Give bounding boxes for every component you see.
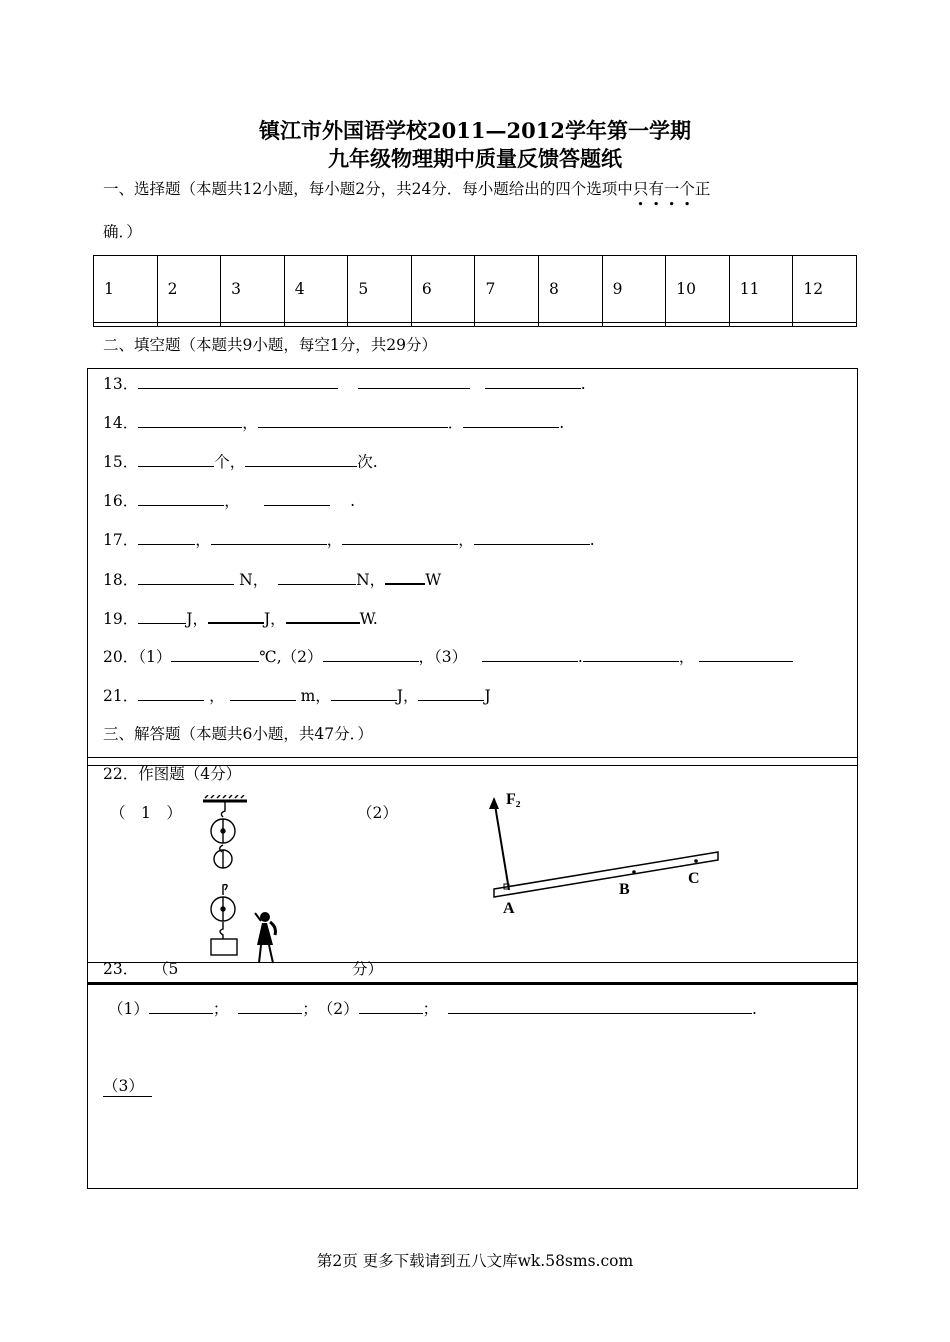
blank[interactable] <box>138 450 214 467</box>
separator: ， <box>326 531 343 549</box>
arrowhead <box>489 797 499 809</box>
table-header: 9 <box>602 256 666 323</box>
blank[interactable] <box>482 645 578 662</box>
force-label: F₂ <box>506 791 521 808</box>
unit: W. <box>359 610 378 628</box>
separator: ． <box>447 414 464 432</box>
answer-cell[interactable] <box>284 323 348 327</box>
separator: ， <box>242 414 258 432</box>
separator: ； （2） <box>302 1000 359 1018</box>
answer-row <box>94 323 857 327</box>
hook <box>223 885 227 895</box>
unit: m， <box>300 687 331 705</box>
question-number: 16． <box>103 492 139 510</box>
question-number: 18． <box>103 571 139 589</box>
q22-part2-label: （2） <box>357 804 398 822</box>
unit: J， <box>396 687 419 705</box>
lever-bar <box>494 852 718 897</box>
blank[interactable] <box>342 528 458 545</box>
table-header: 1 <box>94 256 158 323</box>
section1-instructions-cont: 确．） <box>103 223 142 241</box>
question-19 <box>103 606 378 629</box>
weight-box <box>211 939 237 955</box>
question-17 <box>103 528 595 550</box>
separator: ， <box>458 531 474 549</box>
unit: N， <box>356 571 386 589</box>
blank[interactable] <box>699 645 793 662</box>
page-subtitle: 九年级物理期中质量反馈答题纸 <box>328 146 622 171</box>
answer-cell[interactable] <box>94 323 158 327</box>
answer-cell[interactable] <box>411 323 475 327</box>
part-label: （1） <box>108 1000 149 1018</box>
blank[interactable] <box>258 411 448 428</box>
table-header: 6 <box>411 256 475 323</box>
blank[interactable] <box>238 997 302 1014</box>
part-label: ，（3） <box>418 648 468 666</box>
blank[interactable] <box>358 372 470 389</box>
separator: . <box>350 492 356 510</box>
hook <box>221 802 225 817</box>
blank[interactable] <box>418 684 484 701</box>
pulley-figure <box>195 795 290 975</box>
section2-heading: 二、填空题（本题共9小题，每空1分，共29分） <box>103 336 437 354</box>
girl-figure <box>255 912 275 963</box>
blank[interactable] <box>138 568 234 585</box>
table-header: 7 <box>475 256 539 323</box>
separator: ； <box>422 1000 439 1018</box>
answer-cell[interactable] <box>729 323 793 327</box>
hook <box>220 922 223 939</box>
separator: ， <box>195 531 211 549</box>
separator: ； <box>212 1000 229 1018</box>
table-header: 5 <box>348 256 412 323</box>
answer-cell[interactable] <box>793 323 857 327</box>
unit: 次. <box>357 453 378 471</box>
blank[interactable] <box>211 528 327 545</box>
blank[interactable] <box>323 645 419 662</box>
blank[interactable] <box>448 997 752 1014</box>
separator: ， <box>224 492 240 510</box>
blank[interactable] <box>208 606 264 624</box>
question-number: 23． <box>103 960 139 978</box>
page-footer: 第2页 更多下载请到五八文库wk.58sms.com <box>316 1252 634 1270</box>
question-number: 13． <box>103 375 139 393</box>
force-arrow <box>494 799 509 890</box>
question-16 <box>103 489 355 511</box>
answer-cell[interactable] <box>602 323 666 327</box>
question-number: 17． <box>103 531 139 549</box>
table-header: 8 <box>539 256 603 323</box>
table-header: 11 <box>729 256 793 323</box>
ceiling-hatch <box>205 795 244 798</box>
question-number: 21． <box>103 687 139 705</box>
question-20 <box>103 645 793 667</box>
blank[interactable] <box>463 411 559 428</box>
q22-title: 22．作图题（4分） <box>103 765 242 783</box>
table-header: 2 <box>157 256 221 323</box>
unit: 个， <box>214 453 246 471</box>
emph-char: 只 <box>632 180 649 198</box>
blank[interactable] <box>264 489 330 506</box>
unit: J， <box>186 610 208 628</box>
blank[interactable] <box>138 411 242 428</box>
q22-part1-label: （ 1 ） <box>110 804 182 822</box>
separator: . <box>589 531 595 549</box>
page-title: 镇江市外国语学校2011—2012学年第一学期 <box>259 118 691 143</box>
q23-header-box <box>87 962 858 984</box>
question-14: 14． ， ． . <box>103 411 564 433</box>
question-15 <box>103 450 378 472</box>
question-number: 14． <box>103 414 139 432</box>
table-header: 4 <box>284 256 348 323</box>
blank[interactable] <box>359 997 423 1014</box>
blank[interactable] <box>485 372 581 389</box>
blank[interactable] <box>331 684 397 701</box>
blank[interactable] <box>171 645 259 662</box>
blank[interactable] <box>245 450 357 467</box>
question-18 <box>103 567 441 590</box>
blank[interactable] <box>385 567 425 585</box>
question-number: 15． <box>103 453 139 471</box>
emph-char: 有 <box>648 180 664 198</box>
section1-text-end: 正 <box>694 180 711 198</box>
blank[interactable] <box>583 645 679 662</box>
answer-cell[interactable] <box>157 323 221 327</box>
q23-line1 <box>108 997 757 1019</box>
question-number: 19． <box>103 610 139 628</box>
blank[interactable] <box>278 568 356 585</box>
part-label: （1） <box>138 648 172 666</box>
blank[interactable] <box>474 528 590 545</box>
emph-char: 个 <box>679 180 695 198</box>
blank[interactable] <box>138 528 195 545</box>
separator: ， <box>678 648 695 666</box>
table-header: 10 <box>666 256 730 323</box>
emph-char: 一 <box>663 180 680 198</box>
unit: J <box>484 687 491 705</box>
q23-number <box>103 957 178 979</box>
answer-cell[interactable] <box>539 323 603 327</box>
point-b <box>632 870 636 874</box>
blank[interactable] <box>138 684 204 701</box>
question-13: 13． . <box>103 372 586 394</box>
answer-cell[interactable] <box>221 323 285 327</box>
lever-figure <box>480 785 730 920</box>
blank[interactable] <box>138 489 224 506</box>
q23-points-open: （5 <box>153 960 179 978</box>
point-a-label: A <box>503 900 515 917</box>
unit: J， <box>263 610 286 628</box>
answer-cell[interactable] <box>666 323 730 327</box>
q23-points-close: 分） <box>352 960 384 978</box>
question-number: 20． <box>103 648 139 666</box>
answer-cell[interactable] <box>348 323 412 327</box>
unit: W <box>425 571 442 589</box>
point-c <box>694 859 698 863</box>
point-c-label: C <box>688 870 700 887</box>
section1-instructions <box>103 177 710 199</box>
point-b-label: B <box>619 881 630 898</box>
table-header: 3 <box>221 256 285 323</box>
separator: ， <box>209 687 225 705</box>
section1-text: 一、选择题（本题共12小题，每小题2分，共24分．每小题给出的四个选项中 <box>103 180 633 198</box>
table-header-row <box>94 256 857 323</box>
separator: . <box>577 648 583 666</box>
section3-heading: 三、解答题（本题共6小题，共47分．） <box>103 725 373 743</box>
question-21 <box>103 684 491 706</box>
blank[interactable] <box>138 372 338 389</box>
separator: . <box>752 1000 757 1018</box>
blank[interactable] <box>230 684 296 701</box>
answer-table <box>93 255 857 327</box>
blank[interactable] <box>286 606 360 624</box>
unit: ℃,（2） <box>259 648 323 666</box>
blank[interactable] <box>149 997 213 1014</box>
unit: N， <box>239 571 269 589</box>
answer-cell[interactable] <box>475 323 539 327</box>
q23-part3-label: （3） <box>103 1074 152 1097</box>
table-header: 12 <box>793 256 857 323</box>
blank[interactable] <box>138 607 186 624</box>
